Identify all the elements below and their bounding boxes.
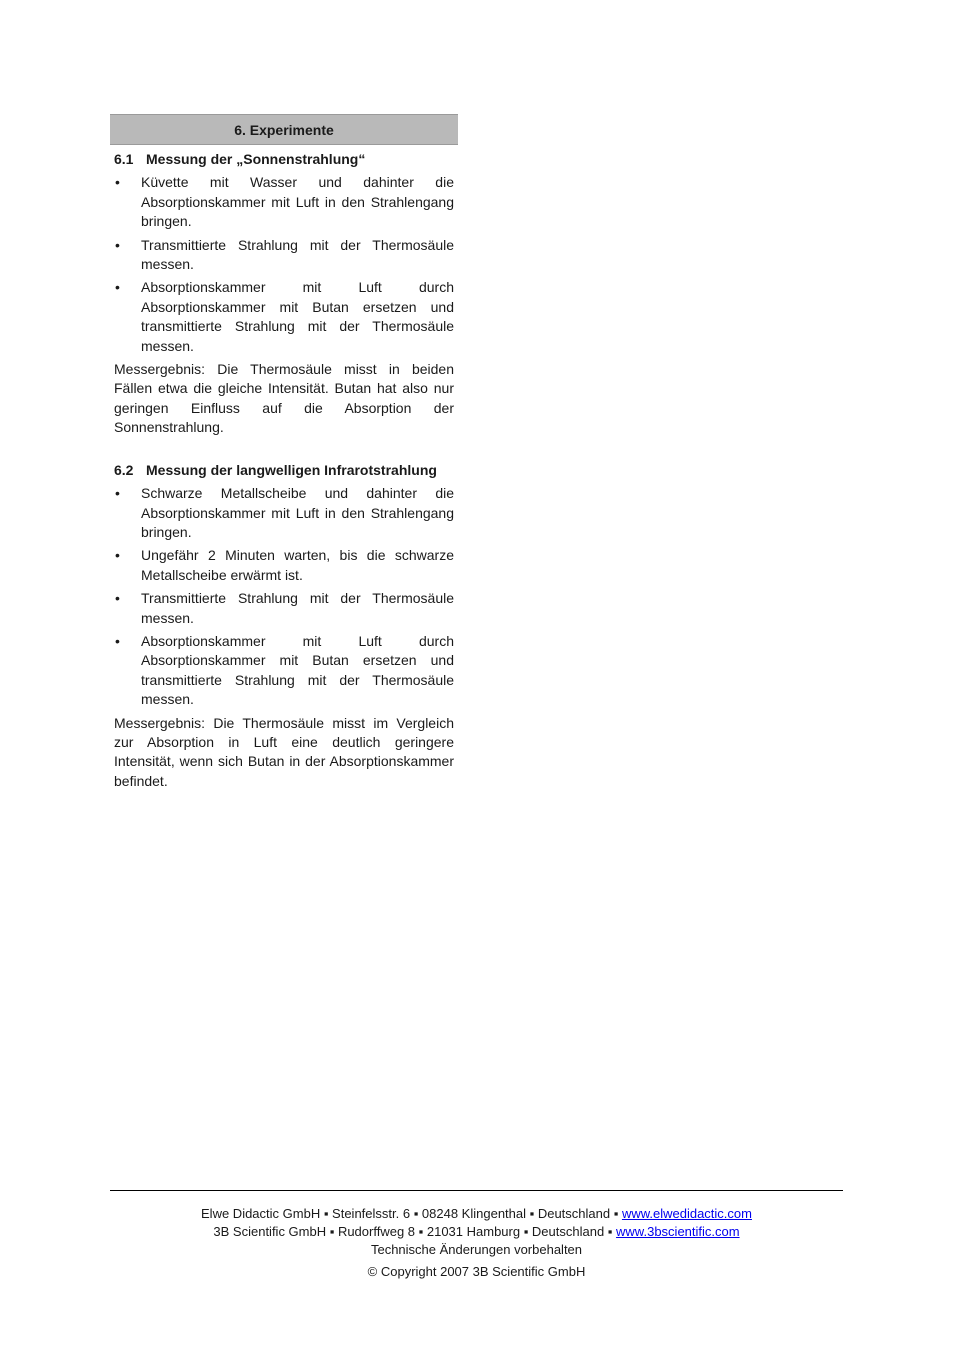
footer-copyright: © Copyright 2007 3B Scientific GmbH xyxy=(367,1264,586,1279)
subsection-heading-6-1 xyxy=(114,150,458,169)
section-title: 6. Experimente xyxy=(234,122,334,138)
bullet-icon: • xyxy=(115,547,120,564)
footer-address-elwe: Elwe Didactic GmbH ▪ Steinfelsstr. 6 ▪ 08248 Klingenthal ▪ Deutschland ▪ xyxy=(201,1206,622,1221)
bullet-icon: • xyxy=(115,236,120,253)
list-item xyxy=(114,173,454,231)
list-item-text: Ungefähr 2 Minuten warten, bis die schwarze Metallscheibe erwärmt ist. xyxy=(141,547,454,583)
bullet-icon: • xyxy=(115,590,120,607)
result-paragraph-6-1: Messergebnis: Die Thermosäule misst in beiden Fällen etwa die gleiche Intensität. Butan hat also nur geringen Einfluss auf die Absorption der Sonnenstrahlung. xyxy=(114,361,454,436)
subsection-number: 6.1 xyxy=(114,151,134,167)
subsection-number: 6.2 xyxy=(114,461,134,478)
list-item xyxy=(114,278,454,356)
subsection-title: Messung der „Sonnenstrahlung“ xyxy=(146,151,366,167)
bullet-list-6-1 xyxy=(110,173,458,356)
list-item xyxy=(114,546,454,585)
result-paragraph-6-2: Messergebnis: Die Thermosäule misst im Vergleich zur Absorption in Luft eine deutlich geringere Intensität, wenn sich Butan in der Absorptionskammer befindet. xyxy=(114,714,454,789)
footer xyxy=(110,1205,843,1281)
3bscientific-link[interactable]: www.3bscientific.com xyxy=(616,1224,740,1239)
bullet-list-6-2 xyxy=(110,484,458,709)
list-item-text: Küvette mit Wasser und dahinter die Absorptionskammer mit Luft in den Strahlengang bringen. xyxy=(141,174,454,230)
list-item-text: Schwarze Metallscheibe und dahinter die Absorptionskammer mit Luft in den Strahlengang bringen. xyxy=(141,485,454,540)
list-item xyxy=(114,484,454,542)
list-item-text: Absorptionskammer mit Luft durch Absorptionskammer mit Butan ersetzen und transmittierte Strahlung mit der Thermosäule messen. xyxy=(141,279,454,354)
list-item-text: Transmittierte Strahlung mit der Thermosäule messen. xyxy=(141,236,454,273)
section-header xyxy=(110,114,458,145)
list-item-text: Absorptionskammer mit Luft durch Absorptionskammer mit Butan ersetzen und transmittierte Strahlung mit der Thermosäule messen. xyxy=(141,632,454,708)
subsection-title: Messung der langwelligen Infrarotstrahlung xyxy=(146,461,437,478)
bullet-icon: • xyxy=(115,174,120,191)
footer-divider xyxy=(110,1190,843,1191)
list-item-text: Transmittierte Strahlung mit der Thermosäule messen. xyxy=(141,590,454,626)
footer-line-elwe xyxy=(110,1205,843,1223)
footer-address-3b: 3B Scientific GmbH ▪ Rudorffweg 8 ▪ 21031 Hamburg ▪ Deutschland ▪ xyxy=(213,1224,617,1239)
subsection-heading-6-2 xyxy=(114,461,458,480)
bullet-icon: • xyxy=(115,632,120,649)
footer-disclaimer: Technische Änderungen vorbehalten xyxy=(370,1242,583,1257)
content-column xyxy=(110,114,458,791)
footer-line-3b xyxy=(110,1223,843,1241)
list-item xyxy=(114,236,454,275)
elwedidactic-link[interactable]: www.elwedidactic.com xyxy=(621,1206,752,1221)
list-item xyxy=(114,589,454,628)
bullet-icon: • xyxy=(115,485,120,502)
bullet-icon: • xyxy=(115,279,120,296)
list-item xyxy=(114,632,454,710)
